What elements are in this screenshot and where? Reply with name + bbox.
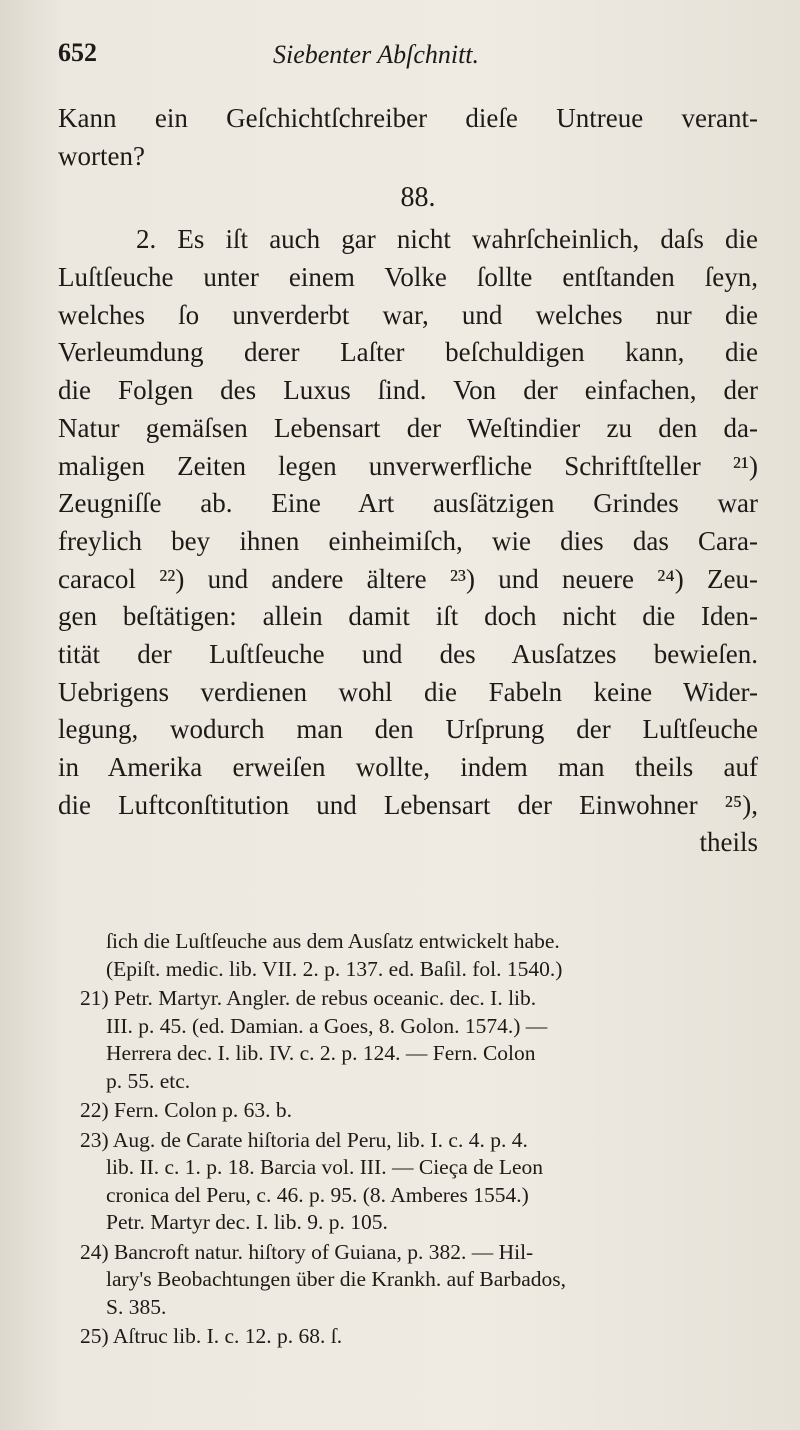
text-line: freylich bey ihnen einheimiſch, wie dies das Cara- — [58, 525, 758, 556]
text-line: in Amerika erweiſen wollte, indem man theils auf — [58, 752, 758, 782]
section-number: 88. — [400, 182, 436, 214]
text-line: Luſtſeuche unter einem Volke ſollte entſtanden ſeyn, — [58, 262, 758, 293]
footnote-line: 21) Petr. Martyr. Angler. de rebus oceanic. dec. I. lib. — [80, 986, 537, 1010]
text-line: Kann ein Geſchichtſchreiber dieſe Untreue verant- — [58, 103, 758, 133]
text-line: Uebrigens verdienen wohl die Fabeln keine Wider- — [58, 676, 758, 707]
text-line: gen beſtätigen: allein damit iſt doch nicht die Iden- — [58, 601, 758, 632]
footnote-25 — [80, 1323, 756, 1351]
text-line: die Folgen des Luxus ſind. Von der einfachen, der — [58, 375, 758, 406]
footnote-line: p. 55. etc. — [106, 1068, 191, 1093]
footnote-23 — [80, 1127, 756, 1237]
footnote-line: 23) Aug. de Carate hiſtoria del Peru, lib. I. c. 4. p. 4. — [80, 1127, 528, 1152]
text-line: maligen Zeiten legen unverwerfliche Schriftſteller ²¹) — [58, 450, 758, 481]
footnote-line: (Epiſt. medic. lib. VII. 2. p. 137. ed. Baſil. fol. 1540.) — [106, 956, 563, 981]
text-line: caracol ²²) und andere ältere ²³) und neuere ²⁴) Zeu- — [58, 563, 758, 594]
text-line: 2. Es iſt auch gar nicht wahrſcheinlich, daſs die — [136, 224, 758, 255]
text-line: die Luftconſtitution und Lebensart der Einwohner ²⁵), — [58, 789, 758, 820]
page-header — [58, 38, 758, 78]
footnote-line: Petr. Martyr dec. I. lib. 9. p. 105. — [106, 1210, 388, 1234]
footnote-24 — [80, 1239, 756, 1322]
footnote-continuation — [80, 928, 756, 983]
footnote-line: 24) Bancroft natur. hiſtory of Guiana, p. 382. — Hil- — [80, 1239, 534, 1264]
text-line: legung, wodurch man den Urſprung der Luſtſeuche — [58, 714, 758, 745]
footnote-line: S. 385. — [106, 1294, 167, 1319]
footnote-line: lib. II. c. 1. p. 18. Barcia vol. III. — Cieça de Leon — [106, 1155, 544, 1179]
text-line: welches ſo unverderbt war, und welches nur die — [58, 299, 758, 330]
catchword: theils — [699, 827, 758, 858]
text-line: tität der Luſtſeuche und des Ausſatzes bewieſen. — [58, 638, 758, 669]
footnote-line: 22) Fern. Colon p. 63. b. — [80, 1098, 293, 1122]
running-head: Siebenter Abſchnitt. — [273, 40, 480, 69]
footnote-line: 25) Aſtruc lib. I. c. 12. p. 68. ſ. — [80, 1324, 343, 1348]
text-line: Verleumdung derer Laſter beſchuldigen kann, die — [58, 337, 758, 368]
footnote-22 — [80, 1097, 756, 1125]
footnote-line: ſich die Luſtſeuche aus dem Ausſatz entwickelt habe. — [106, 929, 560, 953]
footnote-line: III. p. 45. (ed. Damian. a Goes, 8. Golon. 1574.) — — [106, 1013, 548, 1038]
footnote-line: lary's Beobachtungen über die Krankh. auf Barbados, — [106, 1267, 567, 1291]
text-line: worten? — [58, 140, 145, 171]
footnote-line: cronica del Peru, c. 46. p. 95. (8. Amberes 1554.) — [106, 1182, 529, 1207]
footnote-21 — [80, 985, 756, 1095]
page-number: 652 — [58, 38, 97, 67]
footnote-line: Herrera dec. I. lib. IV. c. 2. p. 124. — Fern. Colon — [106, 1041, 536, 1065]
body-text — [58, 100, 758, 862]
text-line: Zeugniſſe ab. Eine Art ausſätzigen Grindes war — [58, 488, 758, 519]
text-line: Natur gemäſsen Lebensart der Weſtindier zu den da- — [58, 412, 758, 443]
footnotes — [80, 928, 756, 1353]
